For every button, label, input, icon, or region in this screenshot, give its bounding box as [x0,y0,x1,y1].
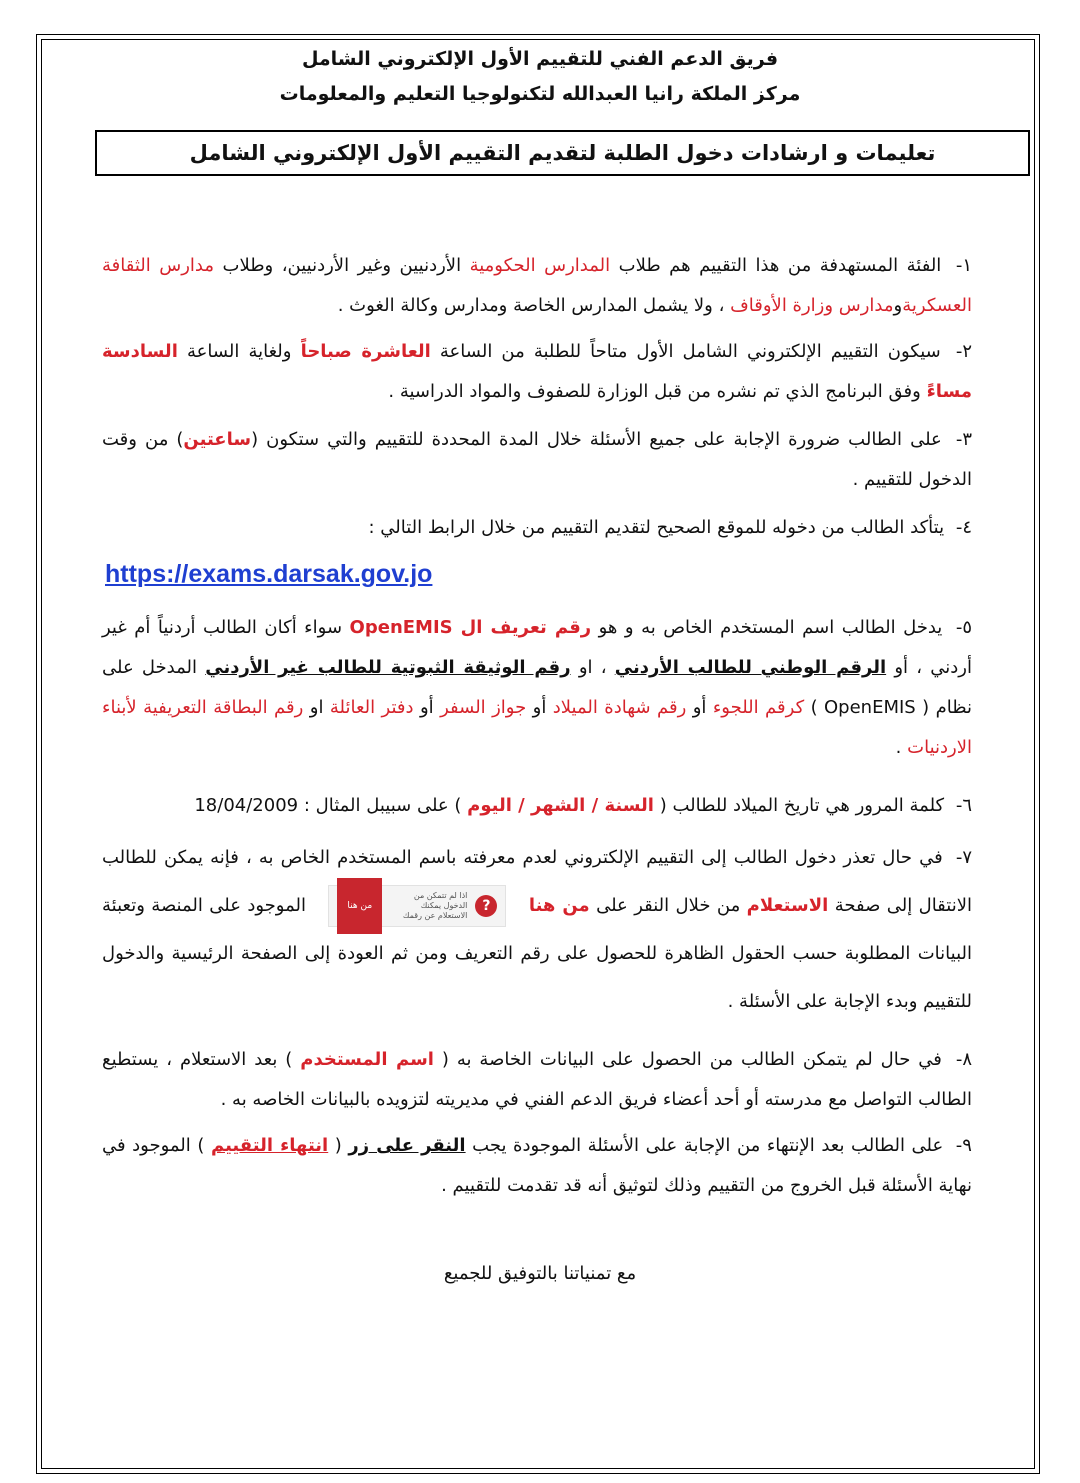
item-text: ولغاية الساعة [186,341,292,362]
exam-site-link[interactable]: https://exams.darsak.gov.jo [105,560,433,588]
instruction-item-4 [102,508,972,548]
highlight-end-time: السادسة مساءً [102,341,972,402]
highlight-start-time: العاشرة صباحاً [300,341,431,362]
from-here-button[interactable]: من هنا [337,878,382,934]
highlight-finish-exam: انتهاء التقييم [210,1135,329,1156]
instruction-item-8 [102,1040,972,1120]
highlight-document-id: رقم الوثيقة الثبوتية للطالب غير الأردني [205,657,571,678]
highlight-family-book: دفتر العائلة [329,697,414,718]
item-number: ٨- [955,1049,972,1070]
highlight-openemis-id: رقم تعريف ال OpenEMIS [349,617,592,638]
highlight-birth-certificate: رقم شهادة الميلاد [552,697,687,718]
instruction-item-5 [102,608,972,768]
item-number: ٤- [955,517,972,538]
question-icon: ? [475,895,497,917]
highlight-public-schools: المدارس الحكومية [469,255,611,276]
highlight-click-button: النقر على زر [348,1135,466,1156]
item-text: ) من وقت الدخول للتقييم . [102,429,972,490]
item-text: يتأكد الطالب من دخوله للموقع الصحيح لتقديم التقييم من خلال الرابط التالي : [368,517,945,538]
instruction-item-2 [102,332,972,412]
instruction-item-7 [102,834,972,1026]
item-number: ١- [955,255,972,276]
instruction-item-9 [102,1126,972,1206]
item-text: و [893,295,903,316]
item-text: الأردنيين وغير الأردنيين، وطلاب [222,255,462,276]
item-number: ٣- [955,429,972,450]
highlight-military-schools: مدارس الثقافة العسكرية [102,255,972,316]
example-password-date: 18/04/2009 [194,795,299,816]
item-number: ٥- [955,617,972,638]
item-text: من خلال النقر على [596,895,741,916]
item-text: سواء أكان الطالب أردنياً أم غير أردني ، أو [102,617,972,678]
instruction-item-3 [102,420,972,500]
item-text: أو [532,697,547,718]
item-text: الموجود على المنصة وتعبئة البيانات المطلوبة حسب الحقول الظاهرة للحصول على رقم التعريف ومن ثم العودة إلى الصفحة الرئيسية والدخول للتقييم وبدء الإجابة على الأسئلة . [102,895,972,1012]
item-number: ٧- [955,847,972,868]
highlight-awqaf-schools: مدارس وزارة الأوقاف [730,295,894,316]
item-text: في حال لم يتمكن الطالب من الحصول على البيانات الخاصة به ( [441,1049,942,1070]
item-text: ، او [578,657,607,678]
highlight-username: اسم المستخدم [300,1049,434,1070]
item-number: ٢- [955,341,972,362]
item-text: المدخل على نظام ( OpenEMIS ) [102,657,972,718]
highlight-id-card: رقم البطاقة التعريفية لأبناء الاردنيات [102,697,972,758]
highlight-inquiry: الاستعلام [746,895,829,916]
highlight-passport: جواز السفر [440,697,527,718]
highlight-refugee-number: كرقم اللجوء [712,697,805,718]
item-text: ، ولا يشمل المدارس الخاصة ومدارس وكالة الغوث . [337,295,725,316]
item-text: أو [692,697,707,718]
document-title: تعليمات و ارشادات دخول الطلبة لتقديم التقييم الأول الإلكتروني الشامل [95,130,1030,176]
header-center-name: مركز الملكة رانيا العبدالله لتكنولوجيا التعليم والمعلومات [279,83,801,105]
inquiry-button-text: اذا لم تتمكن من الدخول يمكنك الاستعلام عن رقمك [402,891,468,920]
item-text: ) على سبيبل المثال : [303,795,462,816]
item-text: على الطالب ضرورة الإجابة على جميع الأسئلة خلال المدة المحددة للتقييم والتي ستكون ( [251,429,942,450]
highlight-national-id: الرقم الوطني للطالب الأردني [614,657,887,678]
item-text: كلمة المرور هي تاريخ الميلاد للطالب ( [659,795,945,816]
item-text: او [309,697,324,718]
header-team-name: فريق الدعم الفني للتقييم الأول الإلكتروني الشامل [301,48,779,70]
item-text: يدخل الطالب اسم المستخدم الخاص به و هو [598,617,943,638]
item-text: على الطالب بعد الإنتهاء من الإجابة على الأسئلة الموجودة يجب [472,1135,944,1156]
item-text: ( [334,1135,342,1156]
highlight-duration: ساعتين [183,429,252,450]
item-text: . [895,737,902,758]
item-number: ٦- [955,795,972,816]
item-number: ٩- [955,1135,972,1156]
instruction-item-6 [102,786,972,826]
inquiry-button-image[interactable] [328,885,506,927]
highlight-date-format: السنة / الشهر / اليوم [467,795,654,816]
item-text: وفق البرنامج الذي تم نشره من قبل الوزارة للصفوف والمواد الدراسية . [388,381,921,402]
item-text: الفئة المستهدفة من هذا التقييم هم طلاب [618,255,942,276]
closing-wish: مع تمنياتنا بالتوفيق للجميع [443,1263,637,1284]
item-text: ) الموجود في نهاية الأسئلة قبل الخروج من التقييم وذلك لتوثيق أنه قد تقدمت للتقييم . [102,1135,972,1196]
highlight-from-here: من هنا [528,895,590,916]
item-text: ) بعد الاستعلام ، يستطيع الطالب التواصل مع مدرسته أو أحد أعضاء فريق الدعم الفني في مديريته لتزويده بالبيانات الخاصه به . [102,1049,972,1110]
item-text: سيكون التقييم الإلكتروني الشامل الأول متاحاً للطلبة من الساعة [439,341,941,362]
item-text: في حال تعذر دخول الطالب إلى التقييم الإلكتروني لعدم معرفته باسم المستخدم الخاص به ، فإنه يمكن للطالب الانتقال إلى صفحة [102,847,972,916]
item-text: أو [419,697,434,718]
instruction-item-1 [102,246,972,326]
